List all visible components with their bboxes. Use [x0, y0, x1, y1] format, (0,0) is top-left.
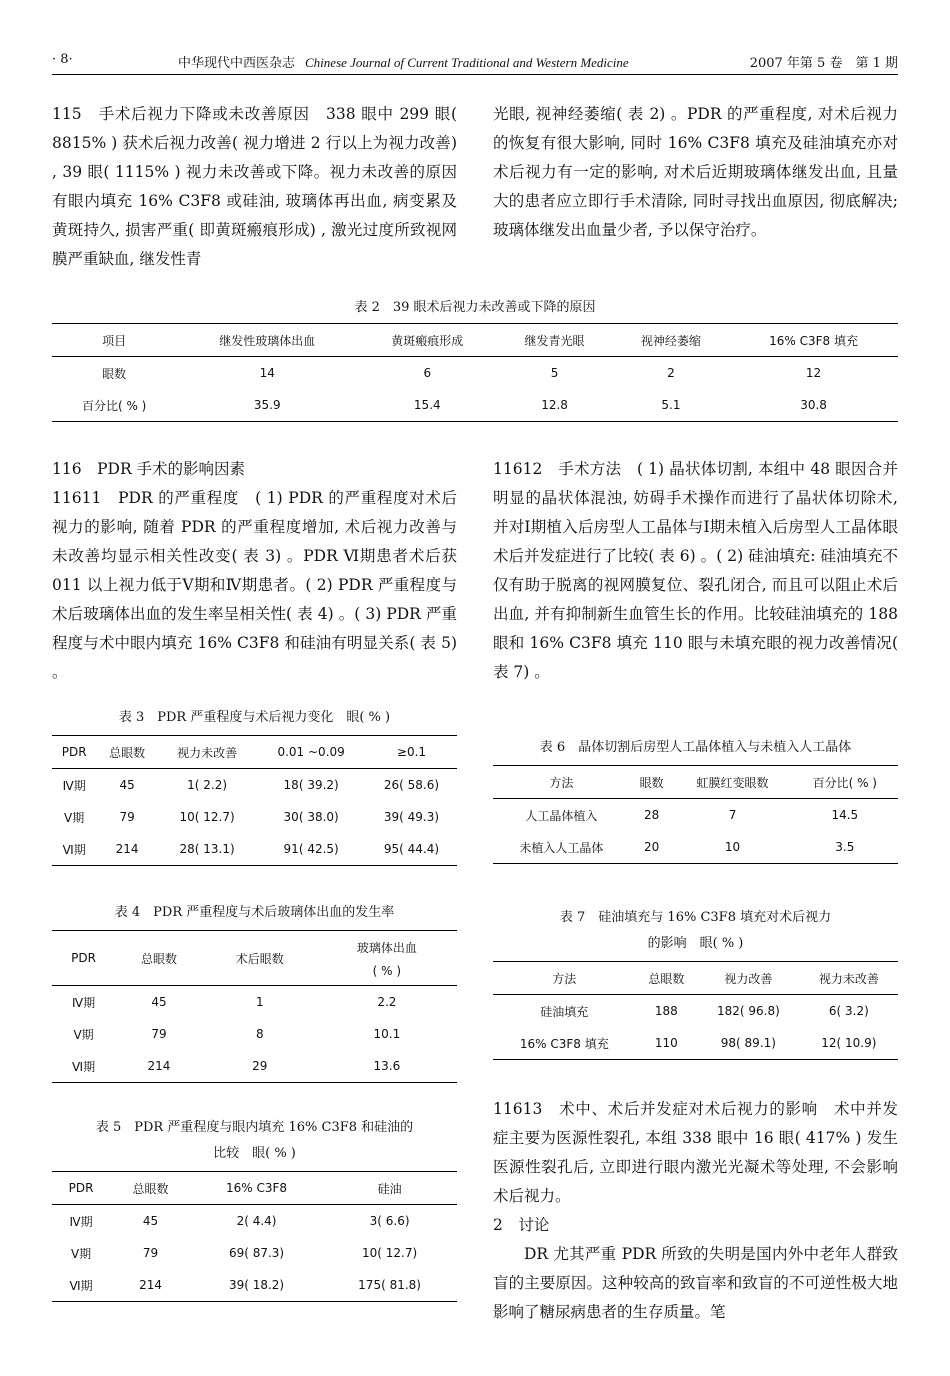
paragraph: 11611 PDR 的严重程度 ( 1) PDR 的严重程度对术后视力的影响, 随着 PDR 的严重程度增加, 术后视力改善与未改善均显示相关性改变( 表 3) 。PDR Ⅵ期患者术后获 011 以上视力低于Ⅴ期和Ⅳ期患者。( 2) PDR 严重程度与术后玻璃体出血的发生率呈相关性( 表 4) 。( 3) PDR 严重程度与术中眼内填充 16% C3F8 和硅油有明显关系( 表 5) 。 [52, 489, 457, 681]
table-row [52, 1018, 457, 1050]
left-mid-text [52, 455, 457, 687]
table-header: 视力改善 [697, 962, 800, 995]
table-header: 0.01 ~0.09 [256, 736, 366, 769]
table-header: 虹膜红变眼数 [673, 766, 791, 799]
table-cell: 79 [119, 810, 135, 824]
table-cell: 5.1 [613, 389, 729, 422]
table-cell: 95( 44.4) [366, 833, 457, 866]
data-table [52, 1171, 457, 1302]
table-cell: 98( 89.1) [697, 1027, 800, 1060]
table-header: PDR [52, 736, 96, 769]
paragraph: 115 手术后视力下降或未改善原因 338 眼中 299 眼( 8815% ) 获术后视力改善( 视力增进 2 行以上为视力改善) , 39 眼( 1115% ) 视力未改善或下降。视力未改善的原因有眼内填充 16% C3F8 或硅油, 玻璃体再出血, 病变累及黄斑持久, 损害严重( 即黄斑瘢痕形成) , 激光过度所致视网膜严重缺血, 继发性青 [52, 105, 457, 268]
paragraph: DR 尤其严重 PDR 所致的失明是国内外中老年人群致盲的主要原因。这种较高的致盲率和致盲的不可逆性极大地影响了糖尿病患者的生存质量。笔 [493, 1245, 898, 1321]
table-cell: 7 [728, 808, 737, 822]
left-top-text [52, 100, 457, 274]
table-header: 总眼数 [636, 962, 697, 995]
table-cell: 39( 49.3) [383, 810, 440, 824]
table-7 [493, 905, 898, 1060]
table-cell: Ⅳ期 [72, 995, 96, 1010]
table-row [493, 995, 898, 1028]
table-header: 视神经萎缩 [613, 324, 729, 357]
table-cell: 79 [151, 1027, 167, 1041]
table-header: 术后眼数 [203, 931, 317, 986]
table-cell: 20 [630, 831, 674, 864]
table-cell: 175( 81.8) [322, 1269, 457, 1302]
table-cell: 30( 38.0) [283, 810, 339, 824]
table-cell: Ⅳ期 [62, 778, 86, 793]
table-cell: Ⅵ期 [52, 1050, 115, 1083]
data-table [493, 961, 898, 1060]
table-cell: 69( 87.3) [228, 1246, 285, 1260]
table-row [493, 831, 898, 864]
table-cell: 6( 3.2) [828, 1004, 869, 1018]
journal-title-cn: 中华现代中西医杂志 [178, 56, 296, 71]
table-cell: 10( 12.7) [179, 810, 235, 824]
table-caption: 表 3 PDR 严重程度与术后视力变化 眼( % ) [118, 710, 391, 725]
table-row [52, 357, 898, 390]
table-cell: 2.2 [377, 995, 397, 1009]
table-cell: Ⅳ期 [69, 1214, 93, 1229]
table-cell: 12 [805, 366, 822, 380]
paragraph: 11613 术中、术后并发症对术后视力的影响 术中并发症主要为医源性裂孔, 本组 338 眼中 16 眼( 417% ) 发生医源性裂孔后, 立即进行眼内激光光凝术等处理, 不会影响术后视力。 [493, 1100, 898, 1205]
table-caption: 表 2 39 眼术后视力未改善或下降的原因 [354, 300, 596, 315]
table-cell: 14 [259, 366, 275, 380]
table-cell: 28 [644, 808, 660, 822]
paragraph: 光眼, 视神经萎缩( 表 2) 。PDR 的严重程度, 对术后视力的恢复有很大影响, 同时 16% C3F8 填充及硅油填充亦对术后视力有一定的影响, 对术后近期玻璃体继发出血, 且量大的患者应立即行手术清除, 同时寻找出血原因, 彻底解决; 玻璃体继发出血量少者, 予以保守治疗。 [493, 105, 898, 239]
table-row [52, 986, 457, 1019]
table-caption-line2: 比较 眼( % ) [213, 1146, 296, 1161]
table-cell: 1 [255, 995, 264, 1009]
table-cell: 35.9 [176, 389, 358, 422]
table-cell: 79 [142, 1246, 159, 1260]
table-cell: 眼数 [102, 366, 127, 381]
table-cell: 10 [673, 831, 791, 864]
table-caption: 表 7 硅油填充与 16% C3F8 填充对术后视力 [559, 910, 832, 925]
table-caption: 表 6 晶体切割后房型人工晶体植入与未植入人工晶体 [539, 740, 852, 755]
table-cell: 91( 42.5) [256, 833, 366, 866]
table-header: 总眼数 [115, 931, 203, 986]
page-number: · 8· [52, 52, 73, 67]
table-6 [493, 735, 898, 864]
section-heading: 116 PDR 手术的影响因素 [52, 460, 246, 478]
table-header-line: 玻璃体出血 [356, 940, 417, 955]
table-cell: Ⅵ期 [52, 833, 96, 866]
data-table [52, 323, 898, 422]
table-header: 眼数 [630, 766, 674, 799]
right-top-text [493, 100, 898, 245]
table-cell: Ⅵ期 [52, 1269, 110, 1302]
table-cell: 3.5 [792, 831, 898, 864]
table-header: ≥0.1 [366, 736, 457, 769]
table-cell: 2( 4.4) [236, 1214, 277, 1228]
table-header: 继发青光眼 [496, 324, 612, 357]
table-cell: 18( 39.2) [283, 778, 339, 792]
table-cell: 214 [110, 1269, 191, 1302]
table-3 [52, 705, 457, 866]
table-header: 视力未改善 [800, 962, 898, 995]
table-cell: 16% C3F8 填充 [493, 1027, 636, 1060]
table-5 [52, 1115, 457, 1302]
table-row [52, 389, 898, 422]
table-cell: 45 [151, 995, 167, 1009]
table-row [52, 1237, 457, 1269]
table-header: 继发性玻璃体出血 [176, 324, 358, 357]
table-cell: 30.8 [729, 389, 898, 422]
table-cell: 百分比( % ) [52, 389, 176, 422]
table-header-unit: ( % ) [372, 963, 402, 978]
table-cell: Ⅴ期 [70, 1246, 92, 1261]
table-row [493, 1027, 898, 1060]
journal-title-en: Chinese Journal of Current Traditional and Western Medicine [305, 55, 629, 70]
table-cell: 15.4 [358, 389, 496, 422]
table-cell: 8 [255, 1027, 264, 1041]
table-cell: 182( 96.8) [716, 1004, 780, 1018]
table-header: PDR [52, 1172, 110, 1205]
table-row [52, 833, 457, 866]
right-bottom-text [493, 1095, 898, 1327]
table-cell: 28( 13.1) [158, 833, 256, 866]
table-header: 16% C3F8 填充 [729, 324, 898, 357]
table-header: 16% C3F8 [191, 1172, 322, 1205]
table-row [493, 799, 898, 832]
table-cell: 3( 6.6) [369, 1214, 410, 1228]
table-cell: 硅油填充 [540, 1004, 589, 1019]
table-cell: 26( 58.6) [383, 778, 440, 792]
table-cell: 14.5 [831, 808, 859, 822]
table-header-stacked [317, 931, 457, 986]
table-caption-line2: 的影响 眼( % ) [647, 936, 744, 951]
table-header: 方法 [493, 766, 630, 799]
table-cell: 188 [654, 1004, 678, 1018]
table-cell: 214 [96, 833, 158, 866]
table-cell: 39( 18.2) [191, 1269, 322, 1302]
table-cell: 45 [142, 1214, 159, 1228]
table-caption: 表 5 PDR 严重程度与眼内填充 16% C3F8 和硅油的 [95, 1120, 414, 1135]
table-2 [52, 295, 898, 422]
running-header [52, 52, 898, 75]
right-mid-text [493, 455, 898, 687]
table-row [52, 1269, 457, 1302]
table-row [52, 769, 457, 802]
table-cell: 214 [115, 1050, 203, 1083]
table-cell: 2 [667, 366, 675, 380]
table-header: PDR [52, 931, 115, 986]
table-header: 硅油 [322, 1172, 457, 1205]
table-header: 总眼数 [96, 736, 158, 769]
issue-info: 2007 年第 5 卷 第 1 期 [749, 56, 898, 71]
journal-title [178, 52, 629, 71]
table-row [52, 801, 457, 833]
table-header: 总眼数 [110, 1172, 191, 1205]
table-cell: Ⅴ期 [64, 810, 85, 825]
table-cell: 110 [636, 1027, 697, 1060]
table-cell: 12( 10.9) [800, 1027, 898, 1060]
table-cell: 1( 2.2) [187, 778, 228, 792]
table-cell: 13.6 [317, 1050, 457, 1083]
table-cell: 10.1 [373, 1027, 401, 1041]
table-row [52, 1050, 457, 1083]
table-cell: 29 [203, 1050, 317, 1083]
table-cell: 未植入人工晶体 [493, 831, 630, 864]
table-cell: 10( 12.7) [361, 1246, 418, 1260]
data-table [493, 765, 898, 864]
section-heading: 2 讨论 [493, 1216, 550, 1234]
table-cell: 12.8 [496, 389, 612, 422]
table-header: 方法 [493, 962, 636, 995]
data-table [52, 930, 457, 1083]
table-cell: 45 [119, 778, 135, 792]
data-table [52, 735, 457, 866]
paragraph: 11612 手术方法 ( 1) 晶状体切割, 本组中 48 眼因合并明显的晶状体混浊, 妨碍手术操作而进行了晶状体切除术, 并对Ⅰ期植入后房型人工晶体与Ⅰ期未植入后房型人工晶体眼术后并发症进行了比较( 表 6) 。( 2) 硅油填充: 硅油填充不仅有助于脱离的视网膜复位、裂孔闭合, 而且可以阻止术后出血, 并有抑制新生血管生长的作用。比较硅油填充的 188 眼和 16% C3F8 填充 110 眼与未填充眼的视力改善情况( 表 7) 。 [493, 460, 898, 681]
table-cell: Ⅴ期 [73, 1027, 94, 1042]
table-4 [52, 900, 457, 1083]
table-caption: 表 4 PDR 严重程度与术后玻璃体出血的发生率 [114, 905, 395, 920]
table-header: 视力未改善 [158, 736, 256, 769]
table-header: 项目 [52, 324, 176, 357]
table-cell: 人工晶体植入 [525, 808, 598, 823]
table-cell: 5 [550, 366, 559, 380]
table-cell: 6 [423, 366, 432, 380]
table-header: 黄斑瘢痕形成 [358, 324, 496, 357]
table-row [52, 1205, 457, 1238]
table-header: 百分比( % ) [792, 766, 898, 799]
